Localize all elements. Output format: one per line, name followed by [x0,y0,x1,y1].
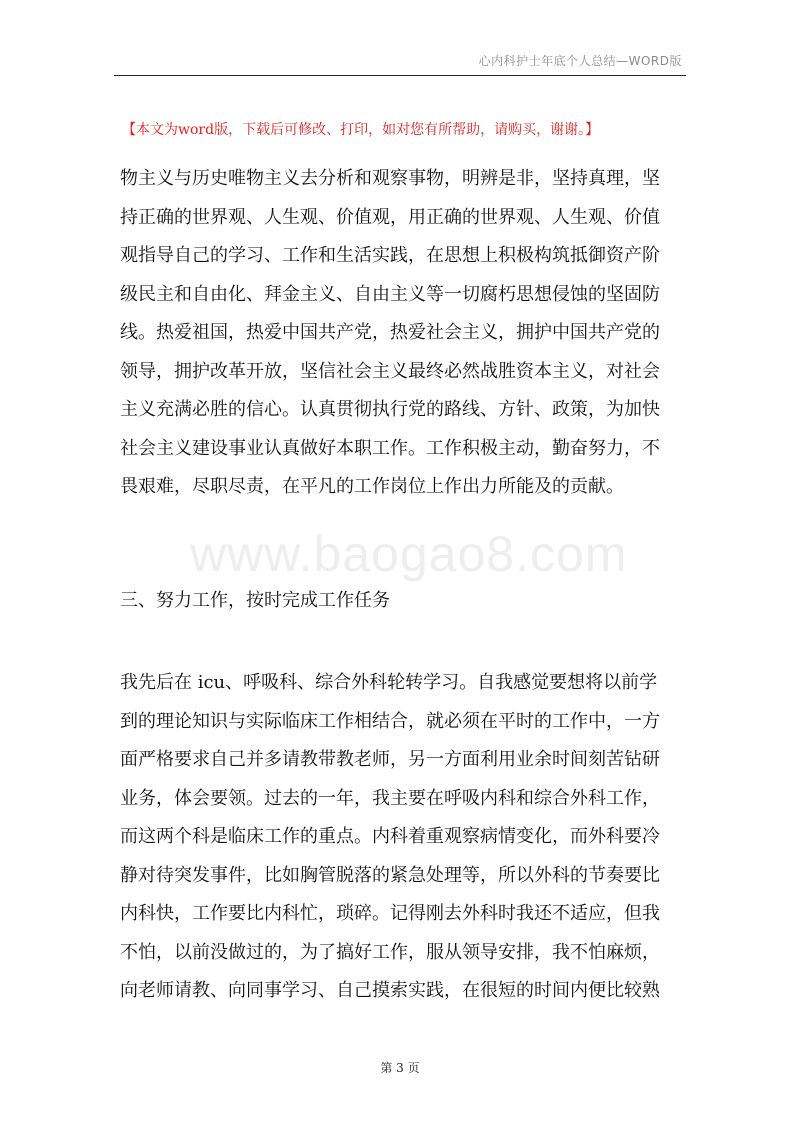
section-heading: 三、努力工作，按时完成工作任务 [120,590,390,611]
text-line: 线。热爱祖国，热爱中国共产党，热爱社会主义，拥护中国共产党的 [120,322,660,343]
text-line: 物主义与历史唯物主义去分析和观察事物，明辨是非，坚持真理，坚 [120,168,660,189]
text-line: 而这两个科是临床工作的重点。内科着重观察病情变化，而外科要冷 [120,826,660,847]
page-number: 第 3 页 [380,1061,420,1075]
purchase-notice: 【本文为word版，下载后可修改、打印，如对您有所帮助，请购买，谢谢。】 [122,122,600,138]
text-line: 主义充满必胜的信心。认真贯彻执行党的路线、方针、政策，为加快 [120,399,660,420]
text-line: 观指导自己的学习、工作和生活实践，在思想上积极构筑抵御资产阶 [120,245,660,266]
text-line: 内科快，工作要比内科忙，琐碎。记得刚去外科时我还不适应，但我 [120,903,660,924]
text-line: 我先后在 icu、呼吸科、综合外科轮转学习。自我感觉要想将以前学 [120,672,658,693]
text-line: 领导，拥护改革开放，坚信社会主义最终必然战胜资本主义，对社会 [120,360,660,382]
text-line: 持正确的世界观、人生观、价值观，用正确的世界观、人生观、价值 [120,206,660,228]
document-header-title: 心内科护士年底个人总结—WORD版 [478,54,682,68]
text-line: 社会主义建设事业认真做好本职工作。工作积极主动，勤奋努力，不 [120,437,660,459]
text-line: 业务，体会要领。过去的一年，我主要在呼吸内科和综合外科工作， [120,787,660,809]
paragraph-ideology [120,160,690,507]
text-line: 不怕，以前没做过的，为了搞好工作，服从领导安排，我不怕麻烦， [120,941,660,963]
watermark-text: www.baogao8.com [190,526,628,582]
text-line: 到的理论知识与实际临床工作相结合，就必须在平时的工作中，一方 [120,710,660,732]
paragraph-rotation [120,664,690,1011]
text-line: 静对待突发事件，比如胸管脱落的紧急处理等，所以外科的节奏要比 [120,864,660,886]
text-line: 面严格要求自己并多请教带教老师，另一方面利用业余时间刻苦钻研 [120,749,660,770]
header-divider [114,75,686,76]
text-line: 畏艰难，尽职尽责，在平凡的工作岗位上作出力所能及的贡献。 [120,476,624,497]
text-line: 级民主和自由化、拜金主义、自由主义等一切腐朽思想侵蚀的坚固防 [120,283,660,305]
text-line: 向老师请教、向同事学习、自己摸索实践，在很短的时间内便比较熟 [120,980,660,1001]
